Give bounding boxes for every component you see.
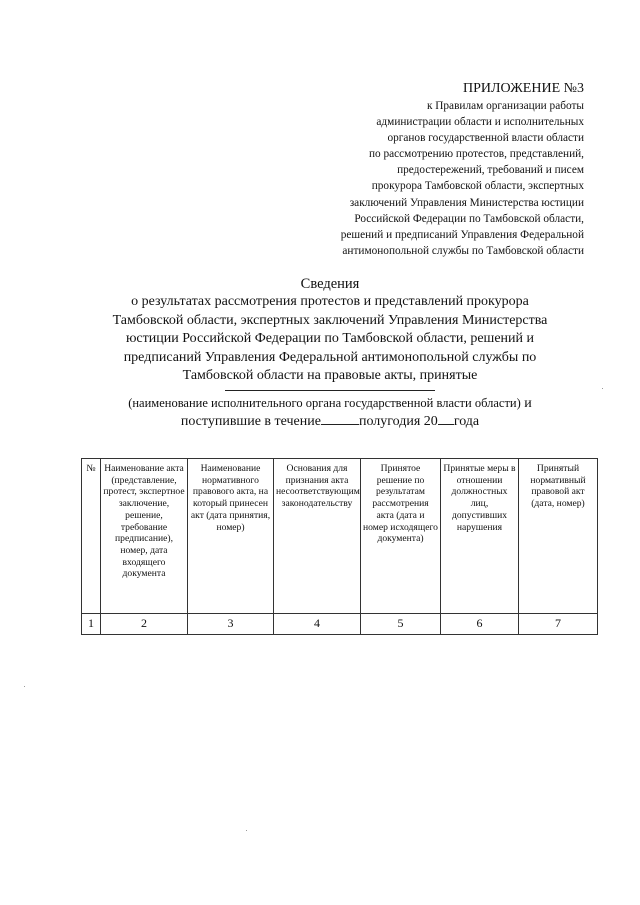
period-part1: поступившие в течение [180,414,321,430]
column-number-cell: 3 [188,614,274,635]
header-cell-normative-act: Наименование нормативного правового акта, на который принесен акт (дата принятия, номер) [188,459,274,614]
heading-line: предписаний Управления Федеральной антимонопольной службы по [123,349,537,365]
document-title: Сведения [300,276,360,292]
header-cell-measures: Принятые меры в отношении должностных лиц, допустивших нарушения [441,459,519,614]
document-heading [60,275,600,432]
appendix-line: заключений Управления Министерства юстиции [349,196,584,209]
appendix-line: органов государственной власти области [387,132,584,145]
heading-line: о результатах рассмотрения протестов и представлений прокурора [131,294,529,310]
header-cell-grounds: Основания для признания акта несоответствующим законодательству [274,459,361,614]
column-number-cell: 6 [441,614,519,635]
header-cell-adopted-act: Принятый нормативный правовой акт (дата, номер) [519,459,598,614]
heading-line: Тамбовской области на правовые акты, принятые [182,368,478,384]
appendix-line: антимонопольной службы по Тамбовской области [342,244,584,257]
column-number-cell: 5 [361,614,441,635]
period-part3: года [453,414,480,430]
organ-name-fill-line [225,390,435,391]
period-part2: полугодия 20 [358,414,438,430]
appendix-line: Российской Федерации по Тамбовской области, [354,212,584,225]
scan-speck [602,388,603,389]
appendix-line: решений и предписаний Управления Федеральной [340,228,584,241]
period-line [60,412,600,431]
appendix-line: предостережений, требований и писем [397,164,584,177]
appendix-line: по рассмотрению протестов, представлений, [368,148,584,161]
organ-name-note-suffix: и [520,396,532,412]
heading-line: Тамбовской области, экспертных заключений Управления Министерства [112,312,548,328]
appendix-line: прокурора Тамбовской области, экспертных [371,180,584,193]
organ-name-caption [60,395,600,412]
appendix-line: администрации области и исполнительных [376,116,584,129]
header-cell-number: № [82,459,101,614]
column-number-cell: 1 [82,614,101,635]
appendix-title: ПРИЛОЖЕНИЕ №3 [463,81,584,96]
report-table [81,458,598,635]
organ-name-note: (наименование исполнительного органа государственной власти области) [128,396,521,411]
header-cell-decision: Принятое решение по результатам рассмотрения акта (дата и номер исходящего документа) [361,459,441,614]
column-number-cell: 4 [274,614,361,635]
appendix-block [284,80,584,259]
heading-line: юстиции Российской Федерации по Тамбовской области, решений и [125,331,535,347]
half-year-blank [321,412,359,425]
year-blank [438,412,454,425]
appendix-line: к Правилам организации работы [426,100,584,112]
column-number-cell: 2 [101,614,188,635]
header-cell-act-name: Наименование акта (представление, протест, экспертное заключение, решение, требование предписание), номер, дата входящего документа [101,459,188,614]
scan-speck [246,830,247,831]
column-number-cell: 7 [519,614,598,635]
table-numbering-row [82,614,598,635]
scan-speck [24,686,25,687]
table-header-row [82,459,598,614]
